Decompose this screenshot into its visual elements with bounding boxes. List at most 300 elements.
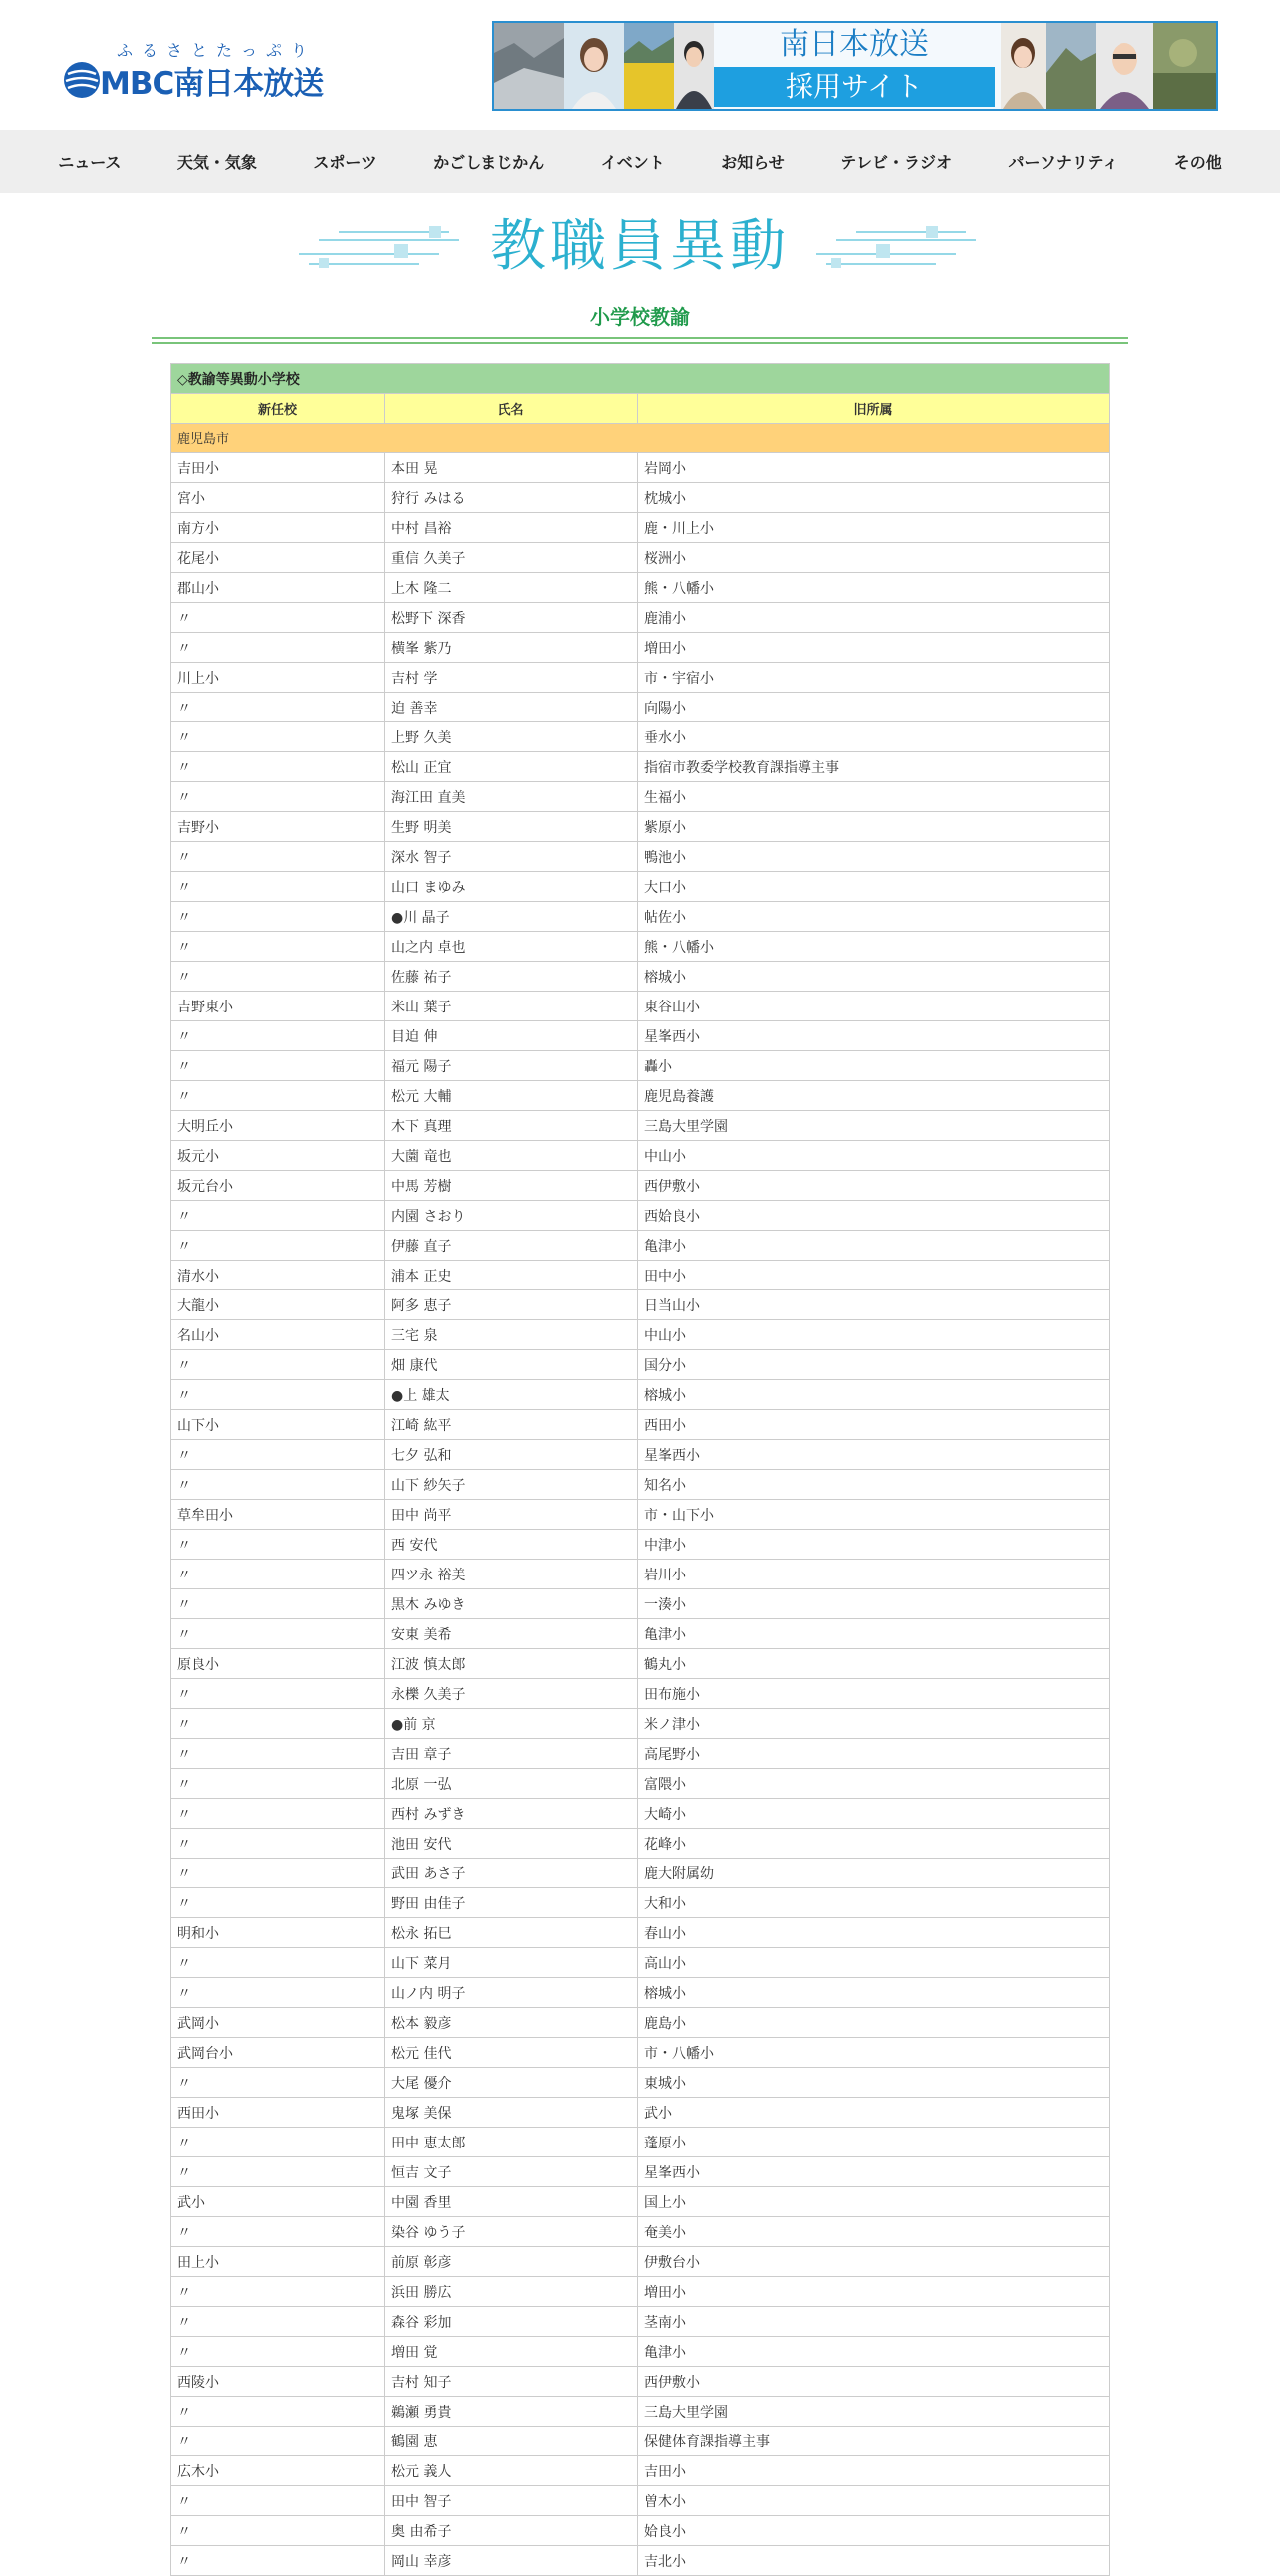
cell-former-post: 亀津小 [638, 1231, 1110, 1261]
cell-new-school: 〃 [171, 1350, 385, 1380]
cell-teacher-name: 狩行 みはる [385, 483, 638, 513]
table-row [171, 603, 1110, 633]
cell-new-school: 〃 [171, 1560, 385, 1589]
cell-former-post: 市・山下小 [638, 1500, 1110, 1530]
cell-teacher-name: 山下 菜月 [385, 1948, 638, 1978]
cell-former-post: 星峯西小 [638, 2157, 1110, 2187]
table-row [171, 2157, 1110, 2187]
cell-teacher-name: 前原 彰彦 [385, 2247, 638, 2277]
table-row [171, 842, 1110, 872]
cell-teacher-name: 恒吉 文子 [385, 2157, 638, 2187]
cell-new-school: 大明丘小 [171, 1111, 385, 1141]
cell-new-school: 〃 [171, 633, 385, 663]
cell-new-school: 〃 [171, 2397, 385, 2427]
cell-former-post: 中山小 [638, 1320, 1110, 1350]
cell-former-post: 米ノ津小 [638, 1709, 1110, 1739]
cell-former-post: 鹿浦小 [638, 603, 1110, 633]
table-row [171, 1470, 1110, 1500]
table-row [171, 2516, 1110, 2546]
table-row [171, 1410, 1110, 1440]
cell-teacher-name: 吉村 学 [385, 663, 638, 693]
cell-former-post: 曽木小 [638, 2486, 1110, 2516]
cell-former-post: 枕城小 [638, 483, 1110, 513]
table-row [171, 2008, 1110, 2038]
cell-teacher-name: 鬼塚 美保 [385, 2098, 638, 2128]
cell-new-school: 〃 [171, 1769, 385, 1799]
cell-teacher-name: 田中 尚平 [385, 1500, 638, 1530]
table-row [171, 992, 1110, 1021]
banner-photo-mountain [1046, 23, 1096, 109]
cell-former-post: 鶴丸小 [638, 1649, 1110, 1679]
cell-new-school: 〃 [171, 1231, 385, 1261]
cell-new-school: 武岡台小 [171, 2038, 385, 2068]
table-row [171, 573, 1110, 603]
page-title: 教職員異動 [490, 214, 790, 279]
table-row [171, 2456, 1110, 2486]
cell-teacher-name: 中村 昌裕 [385, 513, 638, 543]
table-row [171, 1829, 1110, 1859]
cell-new-school: 〃 [171, 872, 385, 902]
table-row [171, 2038, 1110, 2068]
table-row [171, 1530, 1110, 1560]
cell-former-post: 鹿島小 [638, 2008, 1110, 2038]
cell-new-school: 〃 [171, 2516, 385, 2546]
cell-former-post: 桜洲小 [638, 543, 1110, 573]
table-row [171, 663, 1110, 693]
table-row [171, 1141, 1110, 1171]
cell-new-school: 〃 [171, 2546, 385, 2576]
cell-teacher-name: 松永 拓巳 [385, 1918, 638, 1948]
cell-new-school: 〃 [171, 1530, 385, 1560]
cell-former-post: 春山小 [638, 1918, 1110, 1948]
nav-item-news[interactable]: ニュース [58, 152, 122, 172]
cell-former-post: 亀津小 [638, 2337, 1110, 2367]
cell-teacher-name: 生野 明美 [385, 812, 638, 842]
heading-decoration-left [299, 224, 464, 272]
cell-new-school: 〃 [171, 1619, 385, 1649]
nav-list [0, 130, 1280, 193]
cell-former-post: 榕城小 [638, 962, 1110, 992]
cell-former-post: 中津小 [638, 1530, 1110, 1560]
table-row [171, 1769, 1110, 1799]
cell-teacher-name: 深水 智子 [385, 842, 638, 872]
banner-photo-landscape [494, 23, 564, 109]
cell-teacher-name: 佐藤 祐子 [385, 962, 638, 992]
cell-teacher-name: ●前 京 [385, 1709, 638, 1739]
region-label: 鹿児島市 [171, 424, 1110, 453]
table-row [171, 782, 1110, 812]
cell-former-post: 富隈小 [638, 1769, 1110, 1799]
cell-former-post: 鹿児島養護 [638, 1081, 1110, 1111]
cell-former-post: 田中小 [638, 1261, 1110, 1290]
cell-teacher-name: 池田 安代 [385, 1829, 638, 1859]
cell-teacher-name: 本田 晃 [385, 453, 638, 483]
cell-new-school: 〃 [171, 1440, 385, 1470]
cell-former-post: 伊敷台小 [638, 2247, 1110, 2277]
cell-former-post: 知名小 [638, 1470, 1110, 1500]
cell-former-post: 星峯西小 [638, 1440, 1110, 1470]
cell-new-school: 坂元台小 [171, 1171, 385, 1201]
cell-former-post: 熊・八幡小 [638, 932, 1110, 962]
cell-new-school: 広木小 [171, 2456, 385, 2486]
cell-teacher-name: 内園 さおり [385, 1201, 638, 1231]
cell-teacher-name: 松元 大輔 [385, 1081, 638, 1111]
cell-former-post: 一湊小 [638, 1589, 1110, 1619]
cell-former-post: 茎南小 [638, 2307, 1110, 2337]
table-row [171, 2068, 1110, 2098]
cell-teacher-name: 浜田 勝広 [385, 2277, 638, 2307]
cell-former-post: 田布施小 [638, 1679, 1110, 1709]
table-row [171, 1888, 1110, 1918]
cell-former-post: 鹿大附属幼 [638, 1859, 1110, 1888]
cell-teacher-name: 田中 智子 [385, 2486, 638, 2516]
cell-new-school: 〃 [171, 932, 385, 962]
cell-new-school: 宮小 [171, 483, 385, 513]
cell-new-school: 〃 [171, 1739, 385, 1769]
table-row [171, 2098, 1110, 2128]
recruit-banner[interactable] [492, 21, 1218, 111]
cell-former-post: 武小 [638, 2098, 1110, 2128]
table-row [171, 2397, 1110, 2427]
cell-new-school: 〃 [171, 2128, 385, 2157]
cell-teacher-name: 迫 善幸 [385, 693, 638, 722]
cell-teacher-name: 鵜瀬 勇貴 [385, 2397, 638, 2427]
cell-teacher-name: 武田 あさ子 [385, 1859, 638, 1888]
cell-new-school: 〃 [171, 1380, 385, 1410]
cell-former-post: 帖佐小 [638, 902, 1110, 932]
transfer-table-container [170, 363, 1109, 2576]
table-row [171, 543, 1110, 573]
cell-teacher-name: 山口 まゆみ [385, 872, 638, 902]
table-row [171, 2128, 1110, 2157]
column-header-name: 氏名 [385, 394, 638, 424]
cell-new-school: 花尾小 [171, 543, 385, 573]
column-header-row [171, 394, 1110, 424]
table-row [171, 1350, 1110, 1380]
cell-former-post: 岩岡小 [638, 453, 1110, 483]
cell-new-school: 原良小 [171, 1649, 385, 1679]
cell-former-post: 市・宇宿小 [638, 663, 1110, 693]
cell-teacher-name: 畑 康代 [385, 1350, 638, 1380]
table-row [171, 453, 1110, 483]
cell-former-post: 榕城小 [638, 1380, 1110, 1410]
cell-new-school: 田上小 [171, 2247, 385, 2277]
cell-new-school: 吉野東小 [171, 992, 385, 1021]
cell-former-post: 岩川小 [638, 1560, 1110, 1589]
nav-item-events[interactable]: イベント [600, 152, 665, 172]
cell-former-post: 東城小 [638, 2068, 1110, 2098]
logo-tagline: ふるさとたっぷり [117, 41, 317, 60]
cell-former-post: 轟小 [638, 1051, 1110, 1081]
cell-new-school: 〃 [171, 1948, 385, 1978]
cell-new-school: 〃 [171, 1201, 385, 1231]
cell-former-post: 鴨池小 [638, 842, 1110, 872]
cell-teacher-name: 中馬 芳樹 [385, 1171, 638, 1201]
cell-new-school: 〃 [171, 2217, 385, 2247]
cell-teacher-name: 山下 紗矢子 [385, 1470, 638, 1500]
cell-former-post: 西田小 [638, 1410, 1110, 1440]
table-row [171, 2307, 1110, 2337]
cell-former-post: 指宿市教委学校教育課指導主事 [638, 752, 1110, 782]
table-row [171, 693, 1110, 722]
nav-item-sports[interactable]: スポーツ [313, 152, 377, 172]
cell-teacher-name: 海江田 直美 [385, 782, 638, 812]
table-row [171, 1649, 1110, 1679]
cell-new-school: 〃 [171, 902, 385, 932]
subtitle-divider-top [152, 337, 1128, 339]
cell-teacher-name: 野田 由佳子 [385, 1888, 638, 1918]
cell-teacher-name: 染谷 ゆう子 [385, 2217, 638, 2247]
cell-teacher-name: 吉村 知子 [385, 2367, 638, 2397]
cell-teacher-name: 増田 覚 [385, 2337, 638, 2367]
cell-teacher-name: 松元 佳代 [385, 2038, 638, 2068]
table-row [171, 1231, 1110, 1261]
cell-new-school: 郡山小 [171, 573, 385, 603]
banner-photo-flowers [624, 23, 674, 109]
cell-former-post: 大崎小 [638, 1799, 1110, 1829]
cell-teacher-name: 山之内 卓也 [385, 932, 638, 962]
cell-new-school: 武岡小 [171, 2008, 385, 2038]
table-row [171, 1918, 1110, 1948]
cell-teacher-name: 江波 慎太郎 [385, 1649, 638, 1679]
table-row [171, 1380, 1110, 1410]
cell-former-post: 鹿・川上小 [638, 513, 1110, 543]
cell-teacher-name: 奥 由希子 [385, 2516, 638, 2546]
cell-teacher-name: 岡山 幸彦 [385, 2546, 638, 2576]
cell-former-post: 高山小 [638, 1948, 1110, 1978]
cell-teacher-name: 横峯 紫乃 [385, 633, 638, 663]
nav-item-notices[interactable]: お知らせ [721, 152, 785, 172]
cell-former-post: 星峯西小 [638, 1021, 1110, 1051]
nav-item-weather[interactable]: 天気・気象 [176, 152, 257, 172]
mbc-logo[interactable] [62, 38, 331, 100]
table-row [171, 1111, 1110, 1141]
cell-teacher-name: 松本 毅彦 [385, 2008, 638, 2038]
cell-former-post: 東谷山小 [638, 992, 1110, 1021]
table-row [171, 1589, 1110, 1619]
cell-teacher-name: 四ツ永 裕美 [385, 1560, 638, 1589]
cell-former-post: 奄美小 [638, 2217, 1110, 2247]
cell-teacher-name: 北原 一弘 [385, 1769, 638, 1799]
cell-teacher-name: 中園 香里 [385, 2187, 638, 2217]
cell-former-post: 姶良小 [638, 2516, 1110, 2546]
table-row [171, 872, 1110, 902]
cell-teacher-name: 上木 隆二 [385, 573, 638, 603]
cell-teacher-name: 浦本 正史 [385, 1261, 638, 1290]
cell-new-school: 〃 [171, 1589, 385, 1619]
table-row [171, 1619, 1110, 1649]
cell-former-post: 三島大里学園 [638, 2397, 1110, 2427]
cell-former-post: 大口小 [638, 872, 1110, 902]
cell-new-school: 〃 [171, 2427, 385, 2456]
table-row [171, 1320, 1110, 1350]
subtitle-divider-bottom [152, 342, 1128, 344]
table-row [171, 483, 1110, 513]
nav-item-personality[interactable]: パーソナリティ [1008, 152, 1119, 172]
table-row [171, 513, 1110, 543]
site-header [0, 0, 1280, 130]
section-title: ◇教諭等異動小学校 [171, 364, 1110, 394]
table-row [171, 2546, 1110, 2576]
banner-title: 南日本放送 [780, 27, 929, 62]
cell-new-school: 〃 [171, 1679, 385, 1709]
cell-former-post: 紫原小 [638, 812, 1110, 842]
table-row [171, 1739, 1110, 1769]
cell-teacher-name: 米山 葉子 [385, 992, 638, 1021]
cell-former-post: 市・八幡小 [638, 2038, 1110, 2068]
banner-photo-person-3 [1001, 23, 1046, 109]
table-row [171, 1201, 1110, 1231]
cell-former-post: 中山小 [638, 1141, 1110, 1171]
cell-new-school: 山下小 [171, 1410, 385, 1440]
global-nav [0, 130, 1280, 193]
cell-teacher-name: 木下 真理 [385, 1111, 638, 1141]
cell-former-post: 保健体育課指導主事 [638, 2427, 1110, 2456]
cell-teacher-name: ●上 雄太 [385, 1380, 638, 1410]
banner-photo-nature [1153, 23, 1216, 109]
cell-new-school: 〃 [171, 1888, 385, 1918]
banner-photo-person-1 [564, 23, 624, 109]
cell-new-school: 明和小 [171, 1918, 385, 1948]
table-row [171, 812, 1110, 842]
cell-teacher-name: 重信 久美子 [385, 543, 638, 573]
cell-new-school: 草牟田小 [171, 1500, 385, 1530]
page-heading [299, 209, 981, 284]
cell-teacher-name: 永櫟 久美子 [385, 1679, 638, 1709]
cell-former-post: 国上小 [638, 2187, 1110, 2217]
cell-teacher-name: 西村 みずき [385, 1799, 638, 1829]
cell-new-school: 〃 [171, 1829, 385, 1859]
cell-new-school: 武小 [171, 2187, 385, 2217]
table-row [171, 1081, 1110, 1111]
cell-new-school: 坂元小 [171, 1141, 385, 1171]
cell-new-school: 〃 [171, 1021, 385, 1051]
cell-teacher-name: 西 安代 [385, 1530, 638, 1560]
cell-teacher-name: 阿多 恵子 [385, 1290, 638, 1320]
nav-item-kagoshima-jikan[interactable]: かごしまじかん [433, 152, 545, 172]
cell-teacher-name: 松山 正宜 [385, 752, 638, 782]
cell-former-post: 国分小 [638, 1350, 1110, 1380]
table-row [171, 2367, 1110, 2397]
nav-item-other[interactable]: その他 [1173, 152, 1222, 172]
table-row [171, 902, 1110, 932]
cell-former-post: 西伊敷小 [638, 2367, 1110, 2397]
table-row [171, 722, 1110, 752]
cell-teacher-name: 上野 久美 [385, 722, 638, 752]
cell-new-school: 西陵小 [171, 2367, 385, 2397]
cell-former-post: 大和小 [638, 1888, 1110, 1918]
cell-former-post: 熊・八幡小 [638, 573, 1110, 603]
table-row [171, 1978, 1110, 2008]
column-header-former-post: 旧所属 [638, 394, 1110, 424]
cell-new-school: 〃 [171, 2486, 385, 2516]
table-row [171, 1679, 1110, 1709]
table-row [171, 1500, 1110, 1530]
cell-teacher-name: 吉田 章子 [385, 1739, 638, 1769]
cell-former-post: 生福小 [638, 782, 1110, 812]
cell-new-school: 〃 [171, 722, 385, 752]
table-row [171, 1021, 1110, 1051]
cell-new-school: 〃 [171, 2068, 385, 2098]
table-row [171, 2337, 1110, 2367]
transfer-table [170, 363, 1110, 2576]
cell-teacher-name: 松野下 深香 [385, 603, 638, 633]
cell-teacher-name: 伊藤 直子 [385, 1231, 638, 1261]
cell-new-school: 吉野小 [171, 812, 385, 842]
cell-teacher-name: 安東 美希 [385, 1619, 638, 1649]
cell-new-school: 〃 [171, 1709, 385, 1739]
cell-new-school: 吉田小 [171, 453, 385, 483]
cell-teacher-name: ●川 晶子 [385, 902, 638, 932]
mbc-globe-icon [62, 60, 102, 100]
table-row [171, 1171, 1110, 1201]
table-row [171, 1290, 1110, 1320]
table-row [171, 1799, 1110, 1829]
table-row [171, 2217, 1110, 2247]
cell-former-post: 蓬原小 [638, 2128, 1110, 2157]
table-row [171, 1560, 1110, 1589]
cell-new-school: 〃 [171, 2277, 385, 2307]
banner-subtitle: 採用サイト [714, 67, 995, 107]
cell-teacher-name: 福元 陽子 [385, 1051, 638, 1081]
cell-new-school: 清水小 [171, 1261, 385, 1290]
heading-decoration-right [816, 224, 981, 272]
cell-teacher-name: 七夕 弘和 [385, 1440, 638, 1470]
cell-teacher-name: 森谷 彩加 [385, 2307, 638, 2337]
nav-item-tv-radio[interactable]: テレビ・ラジオ [840, 152, 952, 172]
section-header-row [171, 364, 1110, 394]
cell-former-post: 吉北小 [638, 2546, 1110, 2576]
table-row [171, 1709, 1110, 1739]
table-row [171, 2427, 1110, 2456]
logo-text: MBC南日本放送 [100, 66, 324, 102]
table-row [171, 2277, 1110, 2307]
cell-former-post: 向陽小 [638, 693, 1110, 722]
cell-new-school: 〃 [171, 1081, 385, 1111]
cell-teacher-name: 大薗 竜也 [385, 1141, 638, 1171]
cell-former-post: 垂水小 [638, 722, 1110, 752]
cell-former-post: 日当山小 [638, 1290, 1110, 1320]
banner-photo-person-4 [1096, 23, 1153, 109]
region-row [171, 424, 1110, 453]
cell-new-school: 〃 [171, 752, 385, 782]
cell-new-school: 〃 [171, 2307, 385, 2337]
table-row [171, 2247, 1110, 2277]
cell-new-school: 大龍小 [171, 1290, 385, 1320]
cell-former-post: 増田小 [638, 2277, 1110, 2307]
cell-new-school: 〃 [171, 1470, 385, 1500]
table-row [171, 1859, 1110, 1888]
table-row [171, 932, 1110, 962]
cell-new-school: 〃 [171, 2337, 385, 2367]
table-row [171, 1261, 1110, 1290]
cell-teacher-name: 大尾 優介 [385, 2068, 638, 2098]
page-subtitle: 小学校教諭 [590, 305, 690, 329]
cell-former-post: 西伊敷小 [638, 1171, 1110, 1201]
transfer-table-body [171, 364, 1110, 2576]
table-row [171, 2187, 1110, 2217]
cell-former-post: 西姶良小 [638, 1201, 1110, 1231]
cell-former-post: 三島大里学園 [638, 1111, 1110, 1141]
cell-new-school: 〃 [171, 1051, 385, 1081]
cell-new-school: 〃 [171, 782, 385, 812]
table-row [171, 2486, 1110, 2516]
cell-new-school: 〃 [171, 693, 385, 722]
cell-former-post: 高尾野小 [638, 1739, 1110, 1769]
cell-new-school: 〃 [171, 1978, 385, 2008]
cell-teacher-name: 鶴園 恵 [385, 2427, 638, 2456]
cell-new-school: 〃 [171, 1799, 385, 1829]
